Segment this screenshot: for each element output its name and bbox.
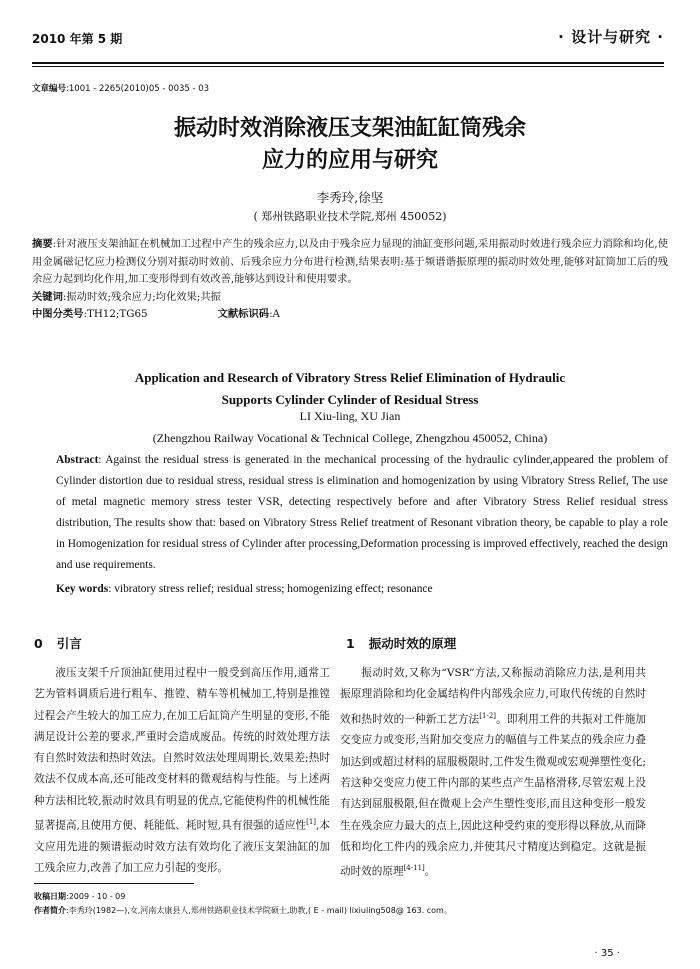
english-abstract-text: : Against the residual stress is generated in the mechanical processing of the hydraulic cylinder,appeared the problem of Cylinder distortion due to residual stress, residual stress is elimination and homogenization by using Vibratory Stress Relief, The use of metal magnetic memory stress tester VSR, detecting respectively before and after Vibratory Stress Relief residual stress distribution, The results show that: based on Vibratory Stress Relief treatment of Resonant vibration theory, be capable to play a role in Homogenization for residual stress of Cylinder after processing,Deformation processing is improved effectively, reached the design and use requirements.: [56, 454, 668, 571]
abstract-cn-block: [32, 236, 668, 324]
section-0-body: [34, 663, 330, 880]
citation: [4-11]: [403, 864, 425, 873]
english-abstract-label: Abstract: [56, 454, 99, 466]
english-keywords-text: : vibratory stress relief; residual stress; homogenizing effect; resonance: [108, 583, 433, 595]
paper-title-line1: 振动时效消除液压支架油缸缸筒残余: [173, 115, 526, 141]
section-0-text-b: ,本文应用先进的频谱振动时效方法有效均化了液压支架油缸的加工残余应力,改善了加工应力引起的变形。: [34, 819, 330, 875]
abstract-cn: [32, 236, 668, 289]
article-number-label: 文章编号: [32, 84, 67, 94]
english-title: [0, 367, 700, 411]
received-date: [34, 891, 125, 902]
english-keywords-label: Key words: [56, 583, 109, 595]
english-authors: LI Xiu-ling, XU Jian: [299, 409, 401, 423]
section-0-title: 引言: [56, 636, 82, 651]
header-rule-thin: [32, 66, 664, 67]
classification: [32, 306, 668, 324]
received-label: 收稿日期: [34, 892, 66, 901]
article-number: [32, 82, 209, 94]
section-0-heading: [34, 634, 82, 652]
abstract-cn-text: :针对液压支架油缸在机械加工过程中产生的残余应力,以及由于残余应力显现的油缸变形问题,采用振动时效进行残余应力消除和均化,使用金属磁记忆应力检测仪分别对振动时效前、后残余应力分布进行检测,结果表明:基于频谱谐振原理的振动时效处理,能够对缸筒加工后的残余应力起到均化作用,加工变形得到有效改善,能够达到设计和使用要求。: [32, 238, 668, 285]
keywords-cn-text: :振动时效;残余应力;均化效果;共振: [62, 290, 221, 303]
page-number: · 35 ·: [594, 948, 620, 959]
english-keywords: [56, 579, 668, 599]
english-title-line2: Supports Cylinder Cylinder of Residual Stress: [221, 392, 479, 407]
section-1-text-c: 。: [424, 865, 436, 878]
received-value: :2009 - 10 - 09: [66, 892, 126, 901]
section-1-heading: [346, 634, 456, 652]
paper-title: [0, 112, 700, 176]
author-bio-label: 作者简介: [34, 906, 66, 915]
keywords-cn: [32, 289, 668, 307]
section-1-number: 1: [346, 636, 355, 651]
clc-label: 中图分类号: [32, 308, 84, 320]
doc-code-text: :A: [269, 308, 280, 320]
authors: 李秀玲,徐坚: [316, 190, 384, 205]
english-title-line1: Application and Research of Vibratory Stress Relief Elimination of Hydraulic: [134, 370, 566, 385]
citation: [1]: [306, 818, 317, 827]
clc-text: :TH12;TG65: [83, 308, 148, 320]
citation: [1-2]: [479, 711, 497, 720]
english-affiliation: (Zhengzhou Railway Vocational & Technical College, Zhengzhou 450052, China): [152, 431, 548, 445]
section-0-text-a: 液压支架千斤顶油缸使用过程中一般受到高压作用,通常工艺为管料调质后进行粗车、推镗、精车等机械加工,特别是推镗过程会产生较大的加工应力,在加工后缸筒产生明显的变形,不能满足设计公差的要求,严重时会造成废品。传统的时效处理方法有自然时效法和热时效法。自然时效法处理周期长,效果差;热时效法不仅成本高,还可能改变材料的微观结构与性能。与上述两种方法相比较,振动时效具有明显的优点,它能使构件的机械性能显著提高,且使用方便、耗能低、耗时短,具有很强的适应性: [34, 667, 330, 832]
paper-title-line2: 应力的应用与研究: [261, 147, 438, 173]
author-bio-text: :李秀玲(1982—),女,河南太康县人,郑州铁路职业技术学院硕士,助教,( E - mail) lixiuling508@ 163. com。: [66, 906, 452, 915]
footnote-rule: [34, 883, 194, 884]
section-1-text-b: 。即利用工件的共振对工件施加交变应力或变形,当附加交变应力的幅值与工件某点的残余应力叠加达到或超过材料的屈服极限时,工件发生微观或宏观弹塑性变化;若这种交变应力使工件内部的某些点产生晶格滑移,尽管宏观上没有达到屈服极限,但在微观上会产生塑性变形,而且这种变形一般发生在残余应力最大的点上,因此这种受约束的变形得以释放,从而降低和均化工件内的残余应力,并使其尺寸精度达到稳定。这就是振动时效的原理: [340, 713, 647, 878]
section-1-title: 振动时效的原理: [368, 636, 457, 651]
section-1-body: [340, 663, 646, 883]
author-bio: [34, 905, 452, 916]
english-abstract: [56, 450, 668, 576]
section-0-number: 0: [34, 636, 43, 651]
header-rule: [32, 62, 664, 64]
section-label: · 设计与研究 ·: [558, 28, 664, 46]
article-number-value: :1001 - 2265(2010)05 - 0035 - 03: [66, 84, 210, 94]
affiliation: ( 郑州铁路职业技术学院,郑州 450052): [253, 210, 447, 223]
journal-issue: 2010 年第 5 期: [32, 32, 123, 46]
section-1-text-a: 振动时效,又称为“VSR”方法,又称振动消除应力法,是利用共振原理消除和均化金属结构件内部残余应力,可取代传统的自然时效和热时效的一种新工艺方法: [340, 667, 646, 726]
abstract-cn-label: 摘要: [32, 238, 53, 250]
doc-code-label: 文献标识码: [217, 308, 270, 320]
keywords-cn-label: 关键词: [32, 290, 63, 303]
